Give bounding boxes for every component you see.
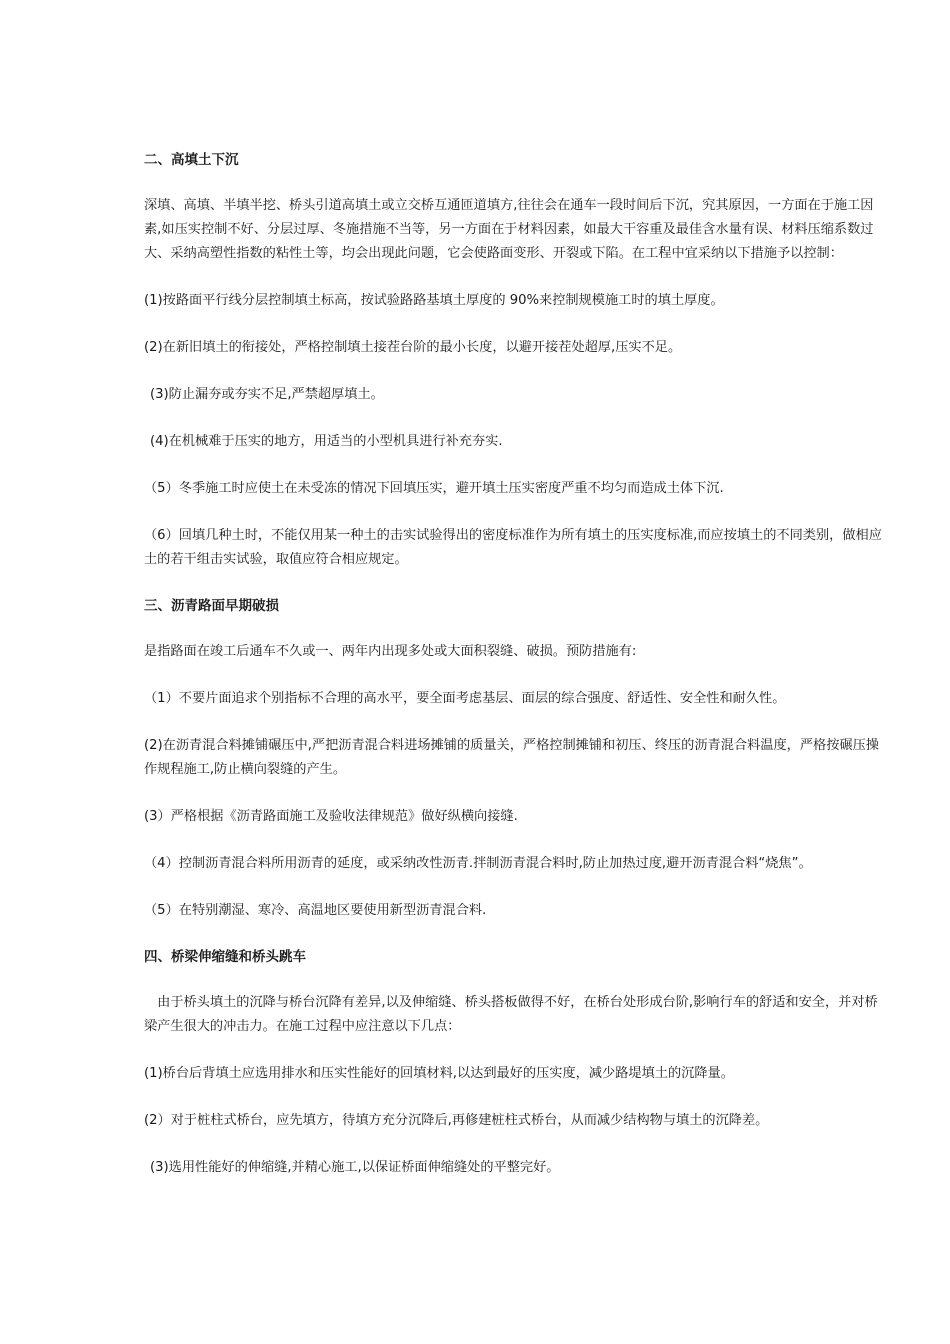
section2-item-1: (1)按路面平行线分层控制填土标高，按试验路路基填土厚度的 90%来控制规模施工时的填土厚度。 [144,293,724,308]
section4-item-1: (1)桥台后背填土应选用排水和压实性能好的回填材料,以达到最好的压实度，减少路堤填土的沉降量。 [144,1066,734,1081]
section2-intro-paragraph [144,194,946,266]
section4-item-3: (3)选用性能好的伸缩缝,并精心施工,以保证桥面伸缩缝处的平整完好。 [150,1160,560,1175]
paragraph-line: 梁产生很大的冲击力。在施工过程中应注意以下几点： [144,1019,461,1034]
paragraph-line: 作规程施工,防止横向裂缝的产生。 [144,762,347,777]
section4-item-2: (2）对于桩柱式桥台，应先填方，待填方充分沉降后,再修建桩柱式桥台，从而减少结构物与填土的沉降差。 [144,1113,769,1128]
section3-item-5: （5）在特别潮湿、寒冷、高温地区要使用新型沥青混合料. [144,903,487,918]
section-heading-asphalt-early-damage: 三、沥青路面早期破损 [144,598,279,614]
paragraph-line: 土的若干组击实试验，取值应符合相应规定。 [144,552,408,567]
section2-item-4: (4)在机械难于压实的地方，用适当的小型机具进行补充夯实. [150,434,503,449]
section3-item-2 [144,734,946,782]
section2-item-3: (3)防止漏夯或夯实不足,严禁超厚填土。 [150,387,384,402]
paragraph-line: (2)在沥青混合料摊铺碾压中,严把沥青混合料进场摊铺的质量关，严格控制摊铺和初压、终压的沥青混合料温度，严格按碾压操 [144,738,879,753]
section4-intro-paragraph [144,991,946,1039]
paragraph-line: 由于桥头填土的沉降与桥台沉降有差异,以及伸缩缝、桥头搭板做得不好，在桥台处形成台阶,影响行车的舒适和安全，并对桥 [144,995,878,1010]
paragraph-line: 素,如压实控制不好、分层过厚、冬施措施不当等，另一方面在于材料因素，如最大干容重及最佳含水量有误、材料压缩系数过 [144,222,874,237]
paragraph-line: 深填、高填、半填半挖、桥头引道高填土或立交桥互通匝道填方,往往会在通车一段时间后下沉，究其原因，一方面在于施工因 [144,198,874,213]
paragraph-line: （6）回填几种土时，不能仅用某一种土的击实试验得出的密度标准作为所有填土的压实度标准,而应按填土的不同类别，做相应 [144,528,882,543]
paragraph-line: 大、采纳高塑性指数的粘性土等，均会出现此问题，它会使路面变形、开裂或下陷。在工程中宜采纳以下措施予以控制： [144,246,843,261]
section3-item-4: （4）控制沥青混合料所用沥青的延度，或采纳改性沥青.拌制沥青混合料时,防止加热过度,避开沥青混合料“烧焦”。 [144,856,812,871]
section2-item-2: (2)在新旧填土的衔接处，严格控制填土接茬台阶的最小长度，以避开接茬处超厚,压实不足。 [144,340,682,355]
section2-item-5: （5）冬季施工时应使土在未受冻的情况下回填压实，避开填土压实密度严重不均匀而造成土体下沉. [144,481,724,496]
document-page [144,149,946,1203]
section3-item-1: （1）不要片面追求个别指标不合理的高水平，要全面考虑基层、面层的综合强度、舒适性、安全性和耐久性。 [144,691,786,706]
section2-item-6 [144,524,946,572]
section-heading-high-fill-settlement: 二、高填土下沉 [144,152,239,168]
section3-intro-paragraph: 是指路面在竣工后通车不久或一、两年内出现多处或大面积裂缝、破损。预防措施有: [144,644,637,659]
section-heading-bridge-joint-and-bump: 四、桥梁伸缩缝和桥头跳车 [144,949,306,965]
section3-item-3: (3）严格根据《沥青路面施工及验收法律规范》做好纵横向接缝. [144,809,518,824]
